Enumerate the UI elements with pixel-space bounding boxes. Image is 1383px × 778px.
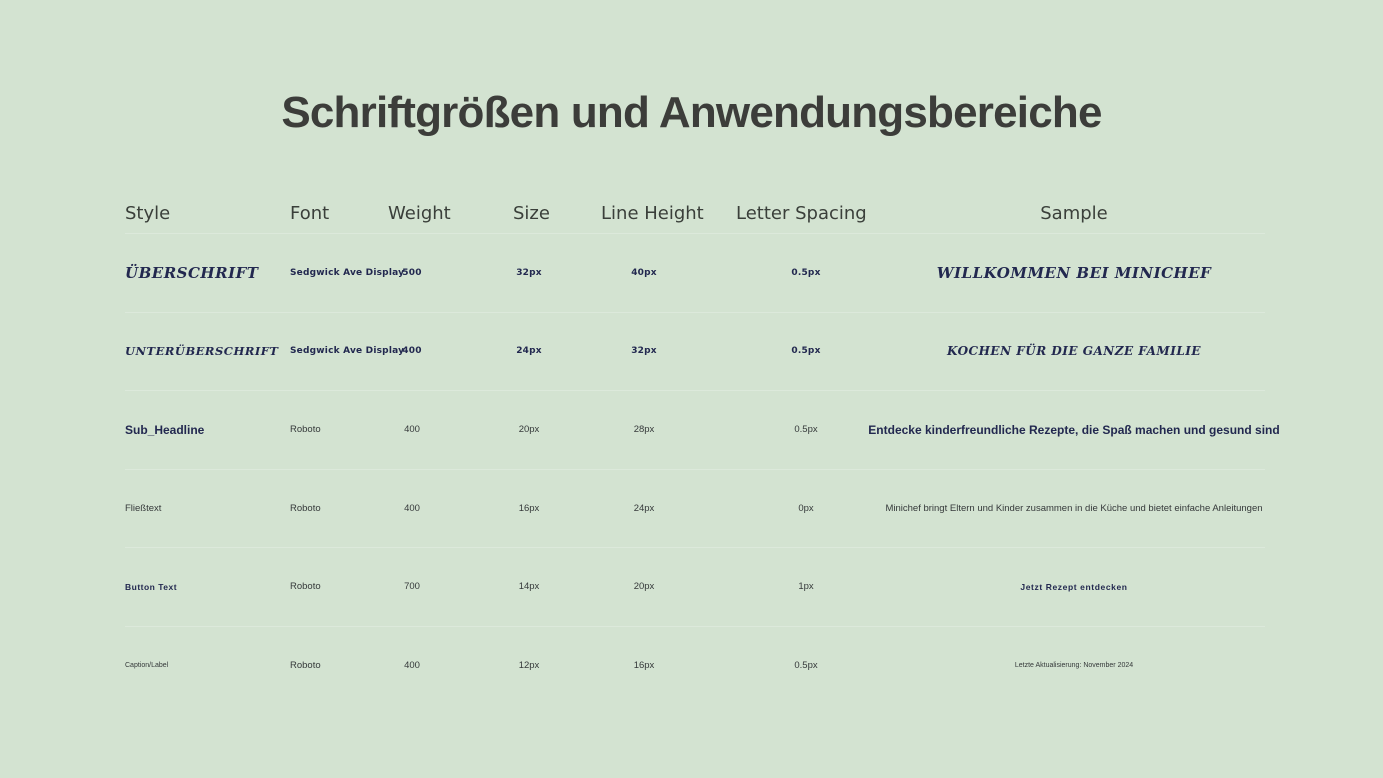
sample-text: Jetzt Rezept entdecken bbox=[1020, 581, 1128, 592]
table-row bbox=[125, 313, 1265, 392]
page-title: Schriftgrößen und Anwendungsbereiche bbox=[281, 88, 1102, 137]
size-value: 16px bbox=[518, 502, 540, 514]
weight-value: 400 bbox=[402, 346, 422, 357]
table-row bbox=[125, 234, 1265, 313]
line-height-value: 16px bbox=[633, 659, 655, 671]
letter-spacing-value: 0.5px bbox=[794, 424, 818, 436]
font-name: Sedgwick Ave Display bbox=[290, 267, 405, 278]
size-value: 14px bbox=[518, 581, 540, 593]
letter-spacing-value: 1px bbox=[798, 581, 814, 593]
letter-spacing-value: 0.5px bbox=[791, 267, 821, 278]
size-value: 32px bbox=[516, 267, 542, 278]
size-value: 24px bbox=[516, 346, 542, 357]
table-header-row bbox=[125, 193, 1265, 234]
letter-spacing-value: 0.5px bbox=[794, 659, 818, 671]
header-letter-spacing: Letter Spacing bbox=[736, 202, 867, 224]
font-name: Roboto bbox=[290, 581, 321, 593]
line-height-value: 32px bbox=[631, 346, 657, 357]
line-height-value: 40px bbox=[631, 267, 657, 278]
font-name: Roboto bbox=[290, 659, 321, 671]
line-height-value: 20px bbox=[633, 581, 655, 593]
font-name: Roboto bbox=[290, 502, 321, 514]
style-name: Fließtext bbox=[125, 502, 162, 514]
sample-text: Entdecke kinderfreundliche Rezepte, die Spaß machen und gesund sind bbox=[868, 422, 1280, 437]
header-line-height: Line Height bbox=[601, 202, 704, 224]
size-value: 12px bbox=[518, 659, 540, 671]
letter-spacing-value: 0.5px bbox=[791, 346, 821, 357]
sample-text: WILLKOMMEN BEI MINICHEF bbox=[936, 263, 1212, 282]
font-name: Roboto bbox=[290, 424, 321, 436]
header-style: Style bbox=[125, 202, 171, 224]
weight-value: 400 bbox=[404, 502, 420, 514]
style-name: Sub_Headline bbox=[125, 422, 205, 437]
sample-text: Letzte Aktualisierung: November 2024 bbox=[1014, 661, 1134, 669]
table-row bbox=[125, 627, 1265, 705]
typography-table bbox=[125, 193, 1280, 704]
style-name: Button Text bbox=[125, 581, 178, 592]
weight-value: 500 bbox=[402, 267, 422, 278]
letter-spacing-value: 0px bbox=[798, 502, 814, 514]
table-row bbox=[125, 470, 1265, 549]
style-name: Caption/Label bbox=[125, 661, 169, 669]
font-name: Sedgwick Ave Display bbox=[290, 346, 405, 357]
weight-value: 700 bbox=[404, 581, 420, 593]
sample-text: KOCHEN FÜR DIE GANZE FAMILIE bbox=[946, 344, 1202, 359]
style-name: UNTERÜBERSCHRIFT bbox=[125, 344, 279, 359]
weight-value: 400 bbox=[404, 424, 420, 436]
header-font: Font bbox=[290, 202, 330, 224]
header-size: Size bbox=[513, 202, 550, 224]
line-height-value: 24px bbox=[633, 502, 655, 514]
line-height-value: 28px bbox=[633, 424, 655, 436]
style-name: ÜBERSCHRIFT bbox=[125, 263, 259, 282]
header-weight: Weight bbox=[388, 202, 451, 224]
table-row bbox=[125, 548, 1265, 627]
sample-text: Minichef bringt Eltern und Kinder zusammen in die Küche und bietet einfache Anleitungen bbox=[885, 502, 1263, 514]
size-value: 20px bbox=[518, 424, 540, 436]
weight-value: 400 bbox=[404, 659, 420, 671]
table-row bbox=[125, 391, 1280, 470]
header-sample: Sample bbox=[1040, 202, 1108, 224]
